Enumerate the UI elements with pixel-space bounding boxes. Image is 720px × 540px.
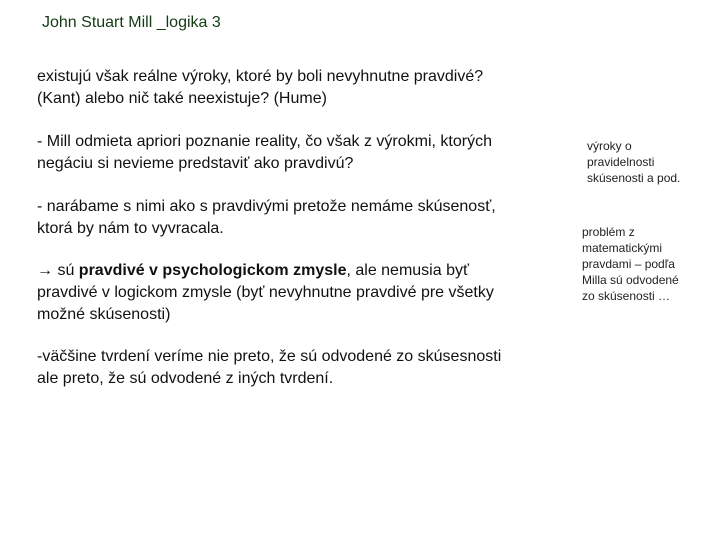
paragraph-line: - narábame s nimi ako s pravdivými pretože nemáme skúsenosť, (37, 198, 496, 215)
side-note-line: Milla sú odvodené (582, 273, 679, 287)
side-note-math (582, 224, 679, 304)
side-note-line: problém z (582, 225, 635, 239)
side-note-line: matematickými (582, 241, 663, 255)
side-note-line: výroky o (587, 139, 632, 153)
paragraph-line: - Mill odmieta apriori poznanie reality, čo však z výrokmi, ktorých (37, 133, 492, 150)
paragraph-line (37, 260, 494, 282)
paragraph-existence-question (37, 66, 483, 110)
bold-phrase: pravdivé v psychologickom zmysle (78, 262, 347, 279)
paragraph-line-rest: , ale nemusia byť (346, 262, 469, 279)
paragraph-no-experience (37, 196, 496, 240)
side-note-line: pravdami – podľa (582, 257, 675, 271)
side-note-line: zo skúsenosti … (582, 289, 671, 303)
paragraph-line: ktorá by nám to vyvracala. (37, 220, 224, 237)
paragraph-psychological-truth (37, 260, 494, 326)
side-note-line: pravidelnosti (587, 155, 655, 169)
slide-title: John Stuart Mill _logika 3 (42, 14, 221, 31)
paragraph-derived-statements (37, 346, 501, 390)
arrow-prefix: → sú (37, 262, 79, 279)
side-note-statements (587, 138, 680, 186)
paragraph-line: pravdivé v logickom zmysle (byť nevyhnutne pravdivé pre všetky (37, 284, 494, 301)
paragraph-line: možné skúsenosti) (37, 306, 171, 323)
paragraph-line: (Kant) alebo nič také neexistuje? (Hume) (37, 90, 327, 107)
paragraph-line: -väčšine tvrdení veríme nie preto, že sú odvodené zo skúsesnosti (37, 348, 502, 365)
paragraph-line: negáciu si nevieme predstaviť ako pravdivú? (37, 155, 354, 172)
paragraph-line: ale preto, že sú odvodené z iných tvrdení. (37, 370, 334, 387)
paragraph-line: existujú však reálne výroky, ktoré by boli nevyhnutne pravdivé? (37, 68, 484, 85)
side-note-line: skúsenosti a pod. (587, 171, 681, 185)
paragraph-mill-rejects-apriori (37, 131, 492, 175)
